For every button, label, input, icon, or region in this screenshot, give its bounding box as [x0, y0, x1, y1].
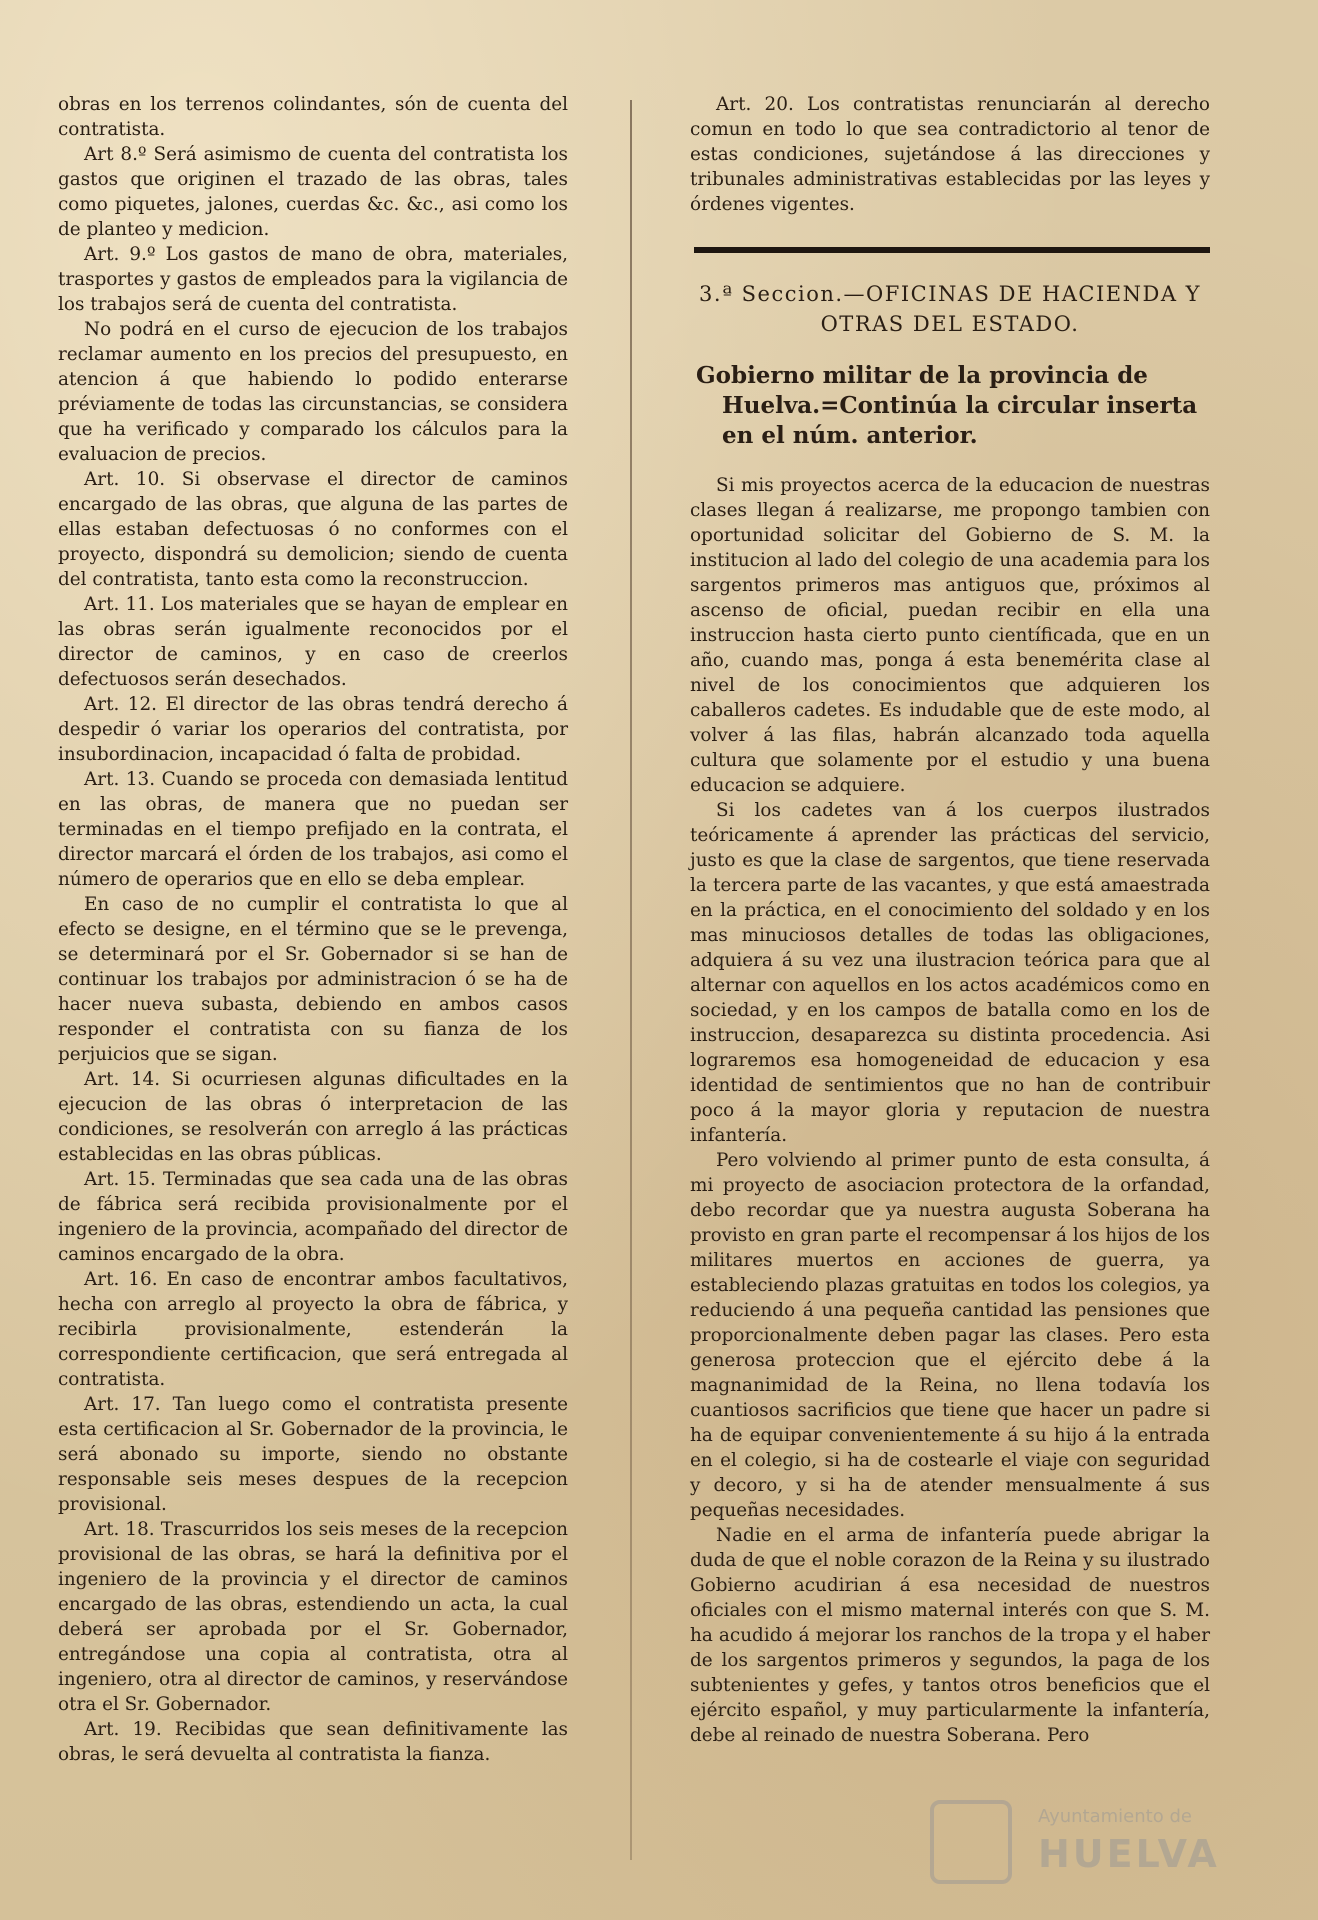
city-shield-icon: [930, 1800, 1012, 1884]
section-rule: [694, 247, 1210, 253]
notice-title: Gobierno militar de la provincia de Huelva.=Continúa la circular inserta en el núm. anterior.: [696, 362, 1198, 449]
section-heading: 3.ª Seccion.—OFICINAS DE HACIENDA Y OTRAS DEL ESTADO.: [698, 282, 1202, 336]
left-paragraph: obras en los terrenos colindantes, són de cuenta del contratista.: [58, 94, 568, 140]
right-paragraph: Si los cadetes van á los cuerpos ilustrados teóricamente á aprender las prácticas del servicio, justo es que la clase de sargentos, que tiene reservada la tercera parte de las vacantes, y que está amaestrada en la práctica, en el conocimiento del soldado y en los mas minuciosos detalles de todas las obligaciones, adquiera á su vez una ilustracion teórica para que al alternar con aquellos en los actos académicos como en sociedad, y en los campos de batalla como en los de instruccion, desaparezca su distinta procedencia. Asi lograremos esa homogeneidad de educacion y esa identidad de sentimientos que no han de contribuir poco á la mayor gloria y reputacion de nuestra infantería.: [690, 800, 1210, 1146]
left-paragraph: Art. 11. Los materiales que se hayan de emplear en las obras serán igualmente reconocidos por el director de caminos, y en caso de creerlos defectuosos serán desechados.: [58, 594, 568, 690]
article-20: Art. 20. Los contratistas renunciarán al derecho comun en todo lo que sea contradictorio al tenor de estas condiciones, sujetándose á las direcciones y tribunales administrativas establecidas por las leyes y órdenes vigentes.: [690, 94, 1210, 215]
left-paragraph: Art. 18. Trascurridos los seis meses de la recepcion provisional de las obras, se hará la definitiva por el ingeniero de la provincia y el director de caminos encargado de las obras, estendiendo un acta, la cual deberá ser aprobada por el Sr. Gobernador, entregándose una copia al contratista, otra al ingeniero, otra al director de caminos, y reservándose otra el Sr. Gobernador.: [58, 1519, 568, 1715]
watermark-line2: HUELVA: [1038, 1832, 1220, 1876]
left-paragraph: Art. 15. Terminadas que sea cada una de las obras de fábrica será recibida provisionalmente por el ingeniero de la provincia, acompañado del director de caminos encargado de la obra.: [58, 1169, 568, 1265]
left-column: [58, 92, 568, 1767]
right-column: [690, 92, 1210, 1748]
column-divider: [630, 100, 632, 1860]
left-paragraph: Art. 16. En caso de encontrar ambos facultativos, hecha con arreglo al proyecto la obra de fábrica, y recibirla provisionalmente, estenderán la correspondiente certificacion, que será entregada al contratista.: [58, 1269, 568, 1390]
left-paragraph: En caso de no cumplir el contratista lo que al efecto se designe, en el término que se le prevenga, se determinará por el Sr. Gobernador si se han de continuar los trabajos por administracion ó se ha de hacer nueva subasta, debiendo en ambos casos responder el contratista con su fianza de los perjuicios que se sigan.: [58, 894, 568, 1065]
archive-watermark: [930, 1800, 1270, 1880]
right-paragraph: Pero volviendo al primer punto de esta consulta, á mi proyecto de asociacion protectora de la orfandad, debo recordar que ya nuestra augusta Soberana ha provisto en gran parte el recompensar á los hijos de los militares muertos en acciones de guerra, ya estableciendo plazas gratuitas en todos los colegios, ya reduciendo á una pequeña cantidad las pensiones que proporcionalmente deben pagar las clases. Pero esta generosa proteccion que el ejército debe á la magnanimidad de la Reina, no llena todavía los cuantiosos sacrificios que tiene que hacer un padre si ha de equipar convenientemente á su hijo á la entrada en el colegio, si ha de costearle el viaje con seguridad y decoro, y si ha de atender mensualmente á sus pequeñas necesidades.: [690, 1150, 1210, 1521]
left-paragraph: Art. 13. Cuando se proceda con demasiada lentitud en las obras, de manera que no puedan ser terminadas en el tiempo prefijado en la contrata, el director marcará el órden de los trabajos, asi como el número de operarios que en ello se deba emplear.: [58, 769, 568, 890]
left-paragraph: Art. 17. Tan luego como el contratista presente esta certificacion al Sr. Gobernador de la provincia, le será abonado su importe, siendo no obstante responsable seis meses despues de la recepcion provisional.: [58, 1394, 568, 1515]
watermark-line1: Ayuntamiento de: [1038, 1806, 1192, 1827]
left-paragraph: Art. 14. Si ocurriesen algunas dificultades en la ejecucion de las obras ó interpretacion de las condiciones, se resolverán con arreglo á las prácticas establecidas en las obras públicas.: [58, 1069, 568, 1165]
right-paragraph: Si mis proyectos acerca de la educacion de nuestras clases llegan á realizarse, me propongo tambien con oportunidad solicitar del Gobierno de S. M. la institucion al lado del colegio de una academia para los sargentos primeros mas antiguos que, próximos al ascenso de oficial, puedan recibir en ella una instruccion hasta cierto punto científicada, que en un año, cuando mas, ponga á esta benemérita clase al nivel de los conocimientos que adquieren los caballeros cadetes. Es indudable que de este modo, al volver á las filas, habrán alcanzado toda aquella cultura que solamente por el estudio y una buena educacion se adquiere.: [690, 475, 1210, 796]
left-paragraph: Art 8.º Será asimismo de cuenta del contratista los gastos que originen el trazado de las obras, tales como piquetes, jalones, cuerdas &c. &c., asi como los de planteo y medicion.: [58, 144, 568, 240]
right-paragraph: Nadie en el arma de infantería puede abrigar la duda de que el noble corazon de la Reina y su ilustrado Gobierno acudirian á esa necesidad de nuestros oficiales con el mismo maternal interés con que S. M. ha acudido á mejorar los ranchos de la tropa y el haber de los sargentos primeros y segundos, la paga de los subtenientes y gefes, y tantos otros beneficios que el ejército español, y muy particularmente la infantería, debe al reinado de nuestra Soberana. Pero: [690, 1525, 1210, 1746]
left-paragraph: Art. 19. Recibidas que sean definitivamente las obras, le será devuelta al contratista la fianza.: [58, 1719, 568, 1765]
left-paragraph: Art. 12. El director de las obras tendrá derecho á despedir ó variar los operarios del contratista, por insubordinacion, incapacidad ó falta de probidad.: [58, 694, 568, 765]
left-paragraph: Art. 9.º Los gastos de mano de obra, materiales, trasportes y gastos de empleados para la vigilancia de los trabajos será de cuenta del contratista.: [58, 244, 568, 315]
left-paragraph: No podrá en el curso de ejecucion de los trabajos reclamar aumento en los precios del presupuesto, en atencion á que habiendo lo podido enterarse préviamente de todas las circunstancias, se considera que ha verificado y comparado los cálculos para la evaluacion de precios.: [58, 319, 568, 465]
left-paragraph: Art. 10. Si observase el director de caminos encargado de las obras, que alguna de las partes de ellas estaban defectuosas ó no conformes con el proyecto, dispondrá su demolicion; siendo de cuenta del contratista, tanto esta como la reconstruccion.: [58, 469, 568, 590]
